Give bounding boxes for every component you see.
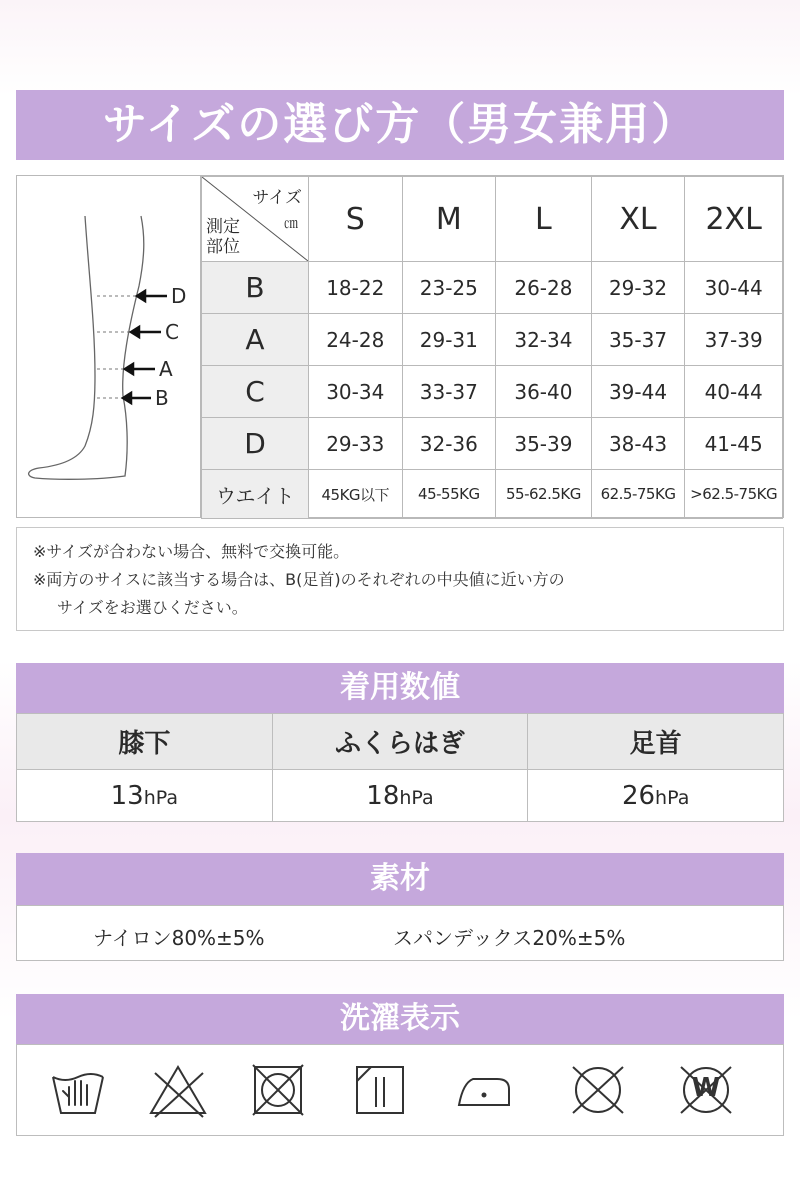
size-header-m: M — [402, 177, 496, 262]
iron-low-icon — [453, 1059, 515, 1121]
drip-dry-shade-icon — [349, 1059, 411, 1121]
pressure-header: 膝下 — [17, 714, 273, 770]
pressure-title: 着用数値 — [16, 663, 784, 713]
size-header-xl: XL — [591, 177, 685, 262]
table-cell: 36-40 — [496, 366, 592, 418]
row-label: C — [202, 366, 309, 418]
weight-label: ウエイト — [202, 470, 309, 519]
material-title: 素材 — [16, 853, 784, 905]
page-title: サイズの選び方（男女兼用） — [16, 90, 784, 160]
table-cell: 32-34 — [496, 314, 592, 366]
material-spandex: スパンデックス20%±5% — [393, 926, 626, 950]
table-cell: 29-33 — [309, 418, 403, 470]
table-cell: 26-28 — [496, 262, 592, 314]
table-cell: 24-28 — [309, 314, 403, 366]
wet-clean-letter: W — [691, 1073, 721, 1103]
marker-b: B — [155, 386, 169, 410]
pressure-header: 足首 — [528, 714, 784, 770]
no-wet-clean-icon — [675, 1059, 737, 1121]
no-dry-clean-icon — [567, 1059, 629, 1121]
wash-symbols — [16, 1044, 784, 1136]
wash-title: 洗濯表示 — [16, 994, 784, 1044]
pressure-unit: hPa — [655, 786, 690, 809]
table-cell: >62.5-75KG — [685, 470, 783, 519]
weight-row — [202, 470, 783, 519]
corner-unit-label: ㎝ — [284, 216, 298, 232]
table-cell: 32-36 — [402, 418, 496, 470]
pressure-header: ふくらはぎ — [272, 714, 528, 770]
no-tumble-dry-icon — [247, 1059, 309, 1121]
table-cell: 30-44 — [685, 262, 783, 314]
table-row — [202, 366, 783, 418]
table-cell: 35-37 — [591, 314, 685, 366]
marker-a: A — [159, 357, 173, 381]
size-header-l: L — [496, 177, 592, 262]
marker-d: D — [171, 284, 187, 308]
leg-diagram — [17, 176, 201, 517]
table-cell: 18-22 — [309, 262, 403, 314]
table-row — [202, 262, 783, 314]
leg-illustration — [17, 176, 201, 517]
table-cell: 40-44 — [685, 366, 783, 418]
size-table — [201, 176, 783, 519]
pressure-table — [16, 713, 784, 822]
corner-size-label: サイズ — [252, 188, 302, 208]
table-cell: 45KG以下 — [309, 470, 403, 519]
no-bleach-icon — [147, 1059, 209, 1121]
size-notes — [16, 527, 784, 631]
table-cell: 39-44 — [591, 366, 685, 418]
row-label: A — [202, 314, 309, 366]
material-box — [16, 905, 784, 961]
table-corner — [202, 177, 309, 262]
marker-c: C — [165, 320, 179, 344]
pressure-value: 18hPa — [272, 770, 528, 822]
table-cell: 29-31 — [402, 314, 496, 366]
note-line: ※両方のサイスに該当する場合は、B(足首)のそれぞれの中央値に近い方の — [33, 570, 565, 589]
table-cell: 35-39 — [496, 418, 592, 470]
table-cell: 62.5-75KG — [591, 470, 685, 519]
row-label: D — [202, 418, 309, 470]
table-cell: 37-39 — [685, 314, 783, 366]
pressure-unit: hPa — [399, 786, 434, 809]
row-label: B — [202, 262, 309, 314]
table-row — [202, 418, 783, 470]
table-cell: 29-32 — [591, 262, 685, 314]
table-cell: 33-37 — [402, 366, 496, 418]
note-line: ※サイズが合わない場合、無料で交換可能。 — [33, 542, 350, 561]
pressure-value: 26hPa — [528, 770, 784, 822]
pressure-unit: hPa — [143, 786, 179, 809]
size-header-2xl: 2XL — [685, 177, 783, 262]
corner-part-label: 測定 部位 — [206, 217, 240, 257]
table-cell: 41-45 — [685, 418, 783, 470]
table-cell: 45-55KG — [402, 470, 496, 519]
table-row — [202, 314, 783, 366]
size-chart — [16, 175, 784, 518]
size-header-s: S — [309, 177, 403, 262]
table-cell: 38-43 — [591, 418, 685, 470]
material-nylon: ナイロン80%±5% — [93, 926, 265, 950]
hand-wash-icon — [47, 1059, 109, 1121]
table-cell: 30-34 — [309, 366, 403, 418]
table-cell: 23-25 — [402, 262, 496, 314]
pressure-value: 13hPa — [17, 770, 273, 822]
note-line: サイズをお選ひください。 — [57, 598, 248, 617]
table-cell: 55-62.5KG — [496, 470, 592, 519]
